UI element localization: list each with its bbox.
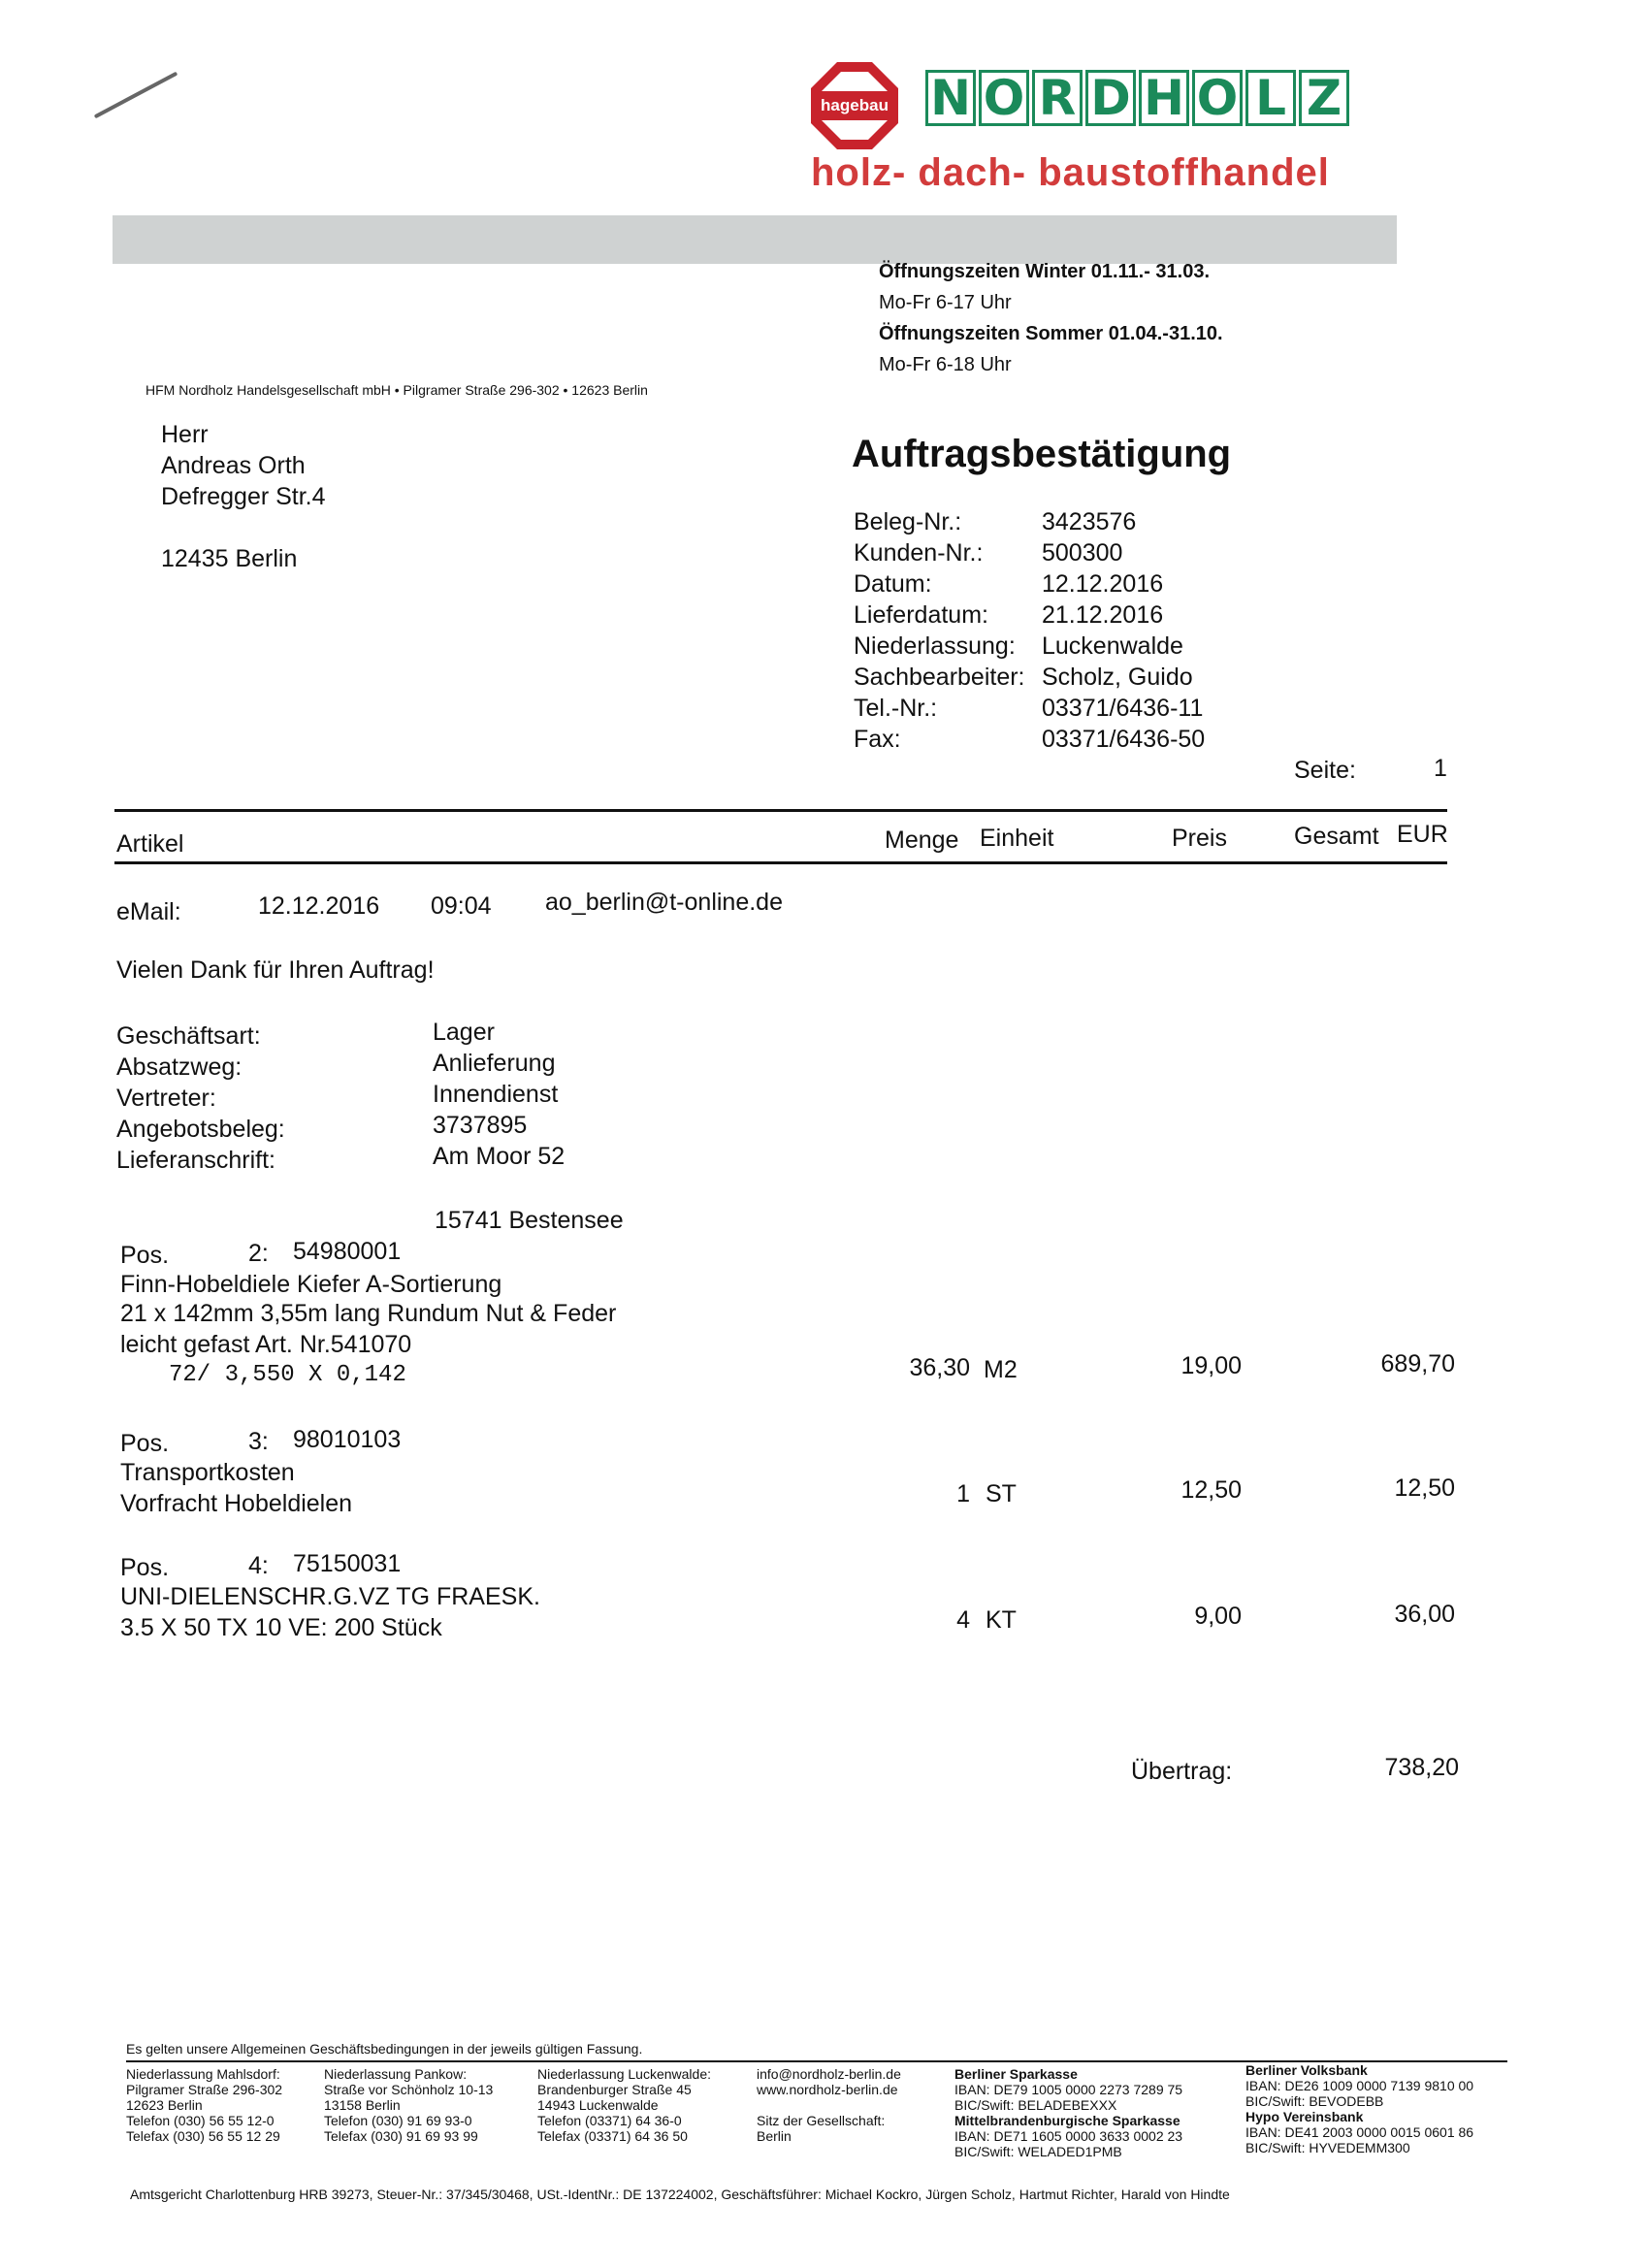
bank-name: Hypo Vereinsbank bbox=[1245, 2109, 1364, 2124]
col-gesamt: Gesamt bbox=[1294, 823, 1379, 850]
branch-line: Telefax (03371) 64 36 50 bbox=[537, 2128, 688, 2144]
meta-value: 21.12.2016 bbox=[1042, 601, 1164, 629]
item-price: 9,00 bbox=[1194, 1603, 1242, 1630]
col-currency: EUR bbox=[1397, 821, 1448, 848]
branch-line: Telefon (030) 91 69 93-0 bbox=[324, 2113, 472, 2128]
item-total: 12,50 bbox=[1394, 1474, 1455, 1502]
meta-value: 03371/6436-11 bbox=[1042, 695, 1204, 722]
seat-label: Sitz der Gesellschaft: bbox=[757, 2113, 886, 2128]
branch-line: Pilgramer Straße 296-302 bbox=[126, 2082, 283, 2097]
article-line: 3.5 X 50 TX 10 VE: 200 Stück bbox=[120, 1614, 442, 1641]
page-label: Seite: bbox=[1294, 757, 1356, 784]
email-time: 09:04 bbox=[431, 892, 492, 920]
brand-tagline: holz- dach- baustoffhandel bbox=[811, 151, 1330, 194]
bank-iban: IBAN: DE79 1005 0000 2273 7289 75 bbox=[954, 2082, 1183, 2097]
recipient-city: 12435 Berlin bbox=[161, 545, 298, 572]
article-line: Transportkosten bbox=[120, 1459, 295, 1486]
bank-column-1 bbox=[954, 2066, 1182, 2159]
winter-hours: Mo-Fr 6-17 Uhr bbox=[879, 292, 1012, 313]
item-unit: ST bbox=[986, 1480, 1017, 1507]
recipient-name: Andreas Orth bbox=[161, 452, 306, 479]
summer-hours: Mo-Fr 6-18 Uhr bbox=[879, 354, 1012, 375]
meta-label: Tel.-Nr.: bbox=[854, 695, 938, 722]
info-value: Anlieferung bbox=[433, 1050, 556, 1077]
company-logo bbox=[811, 62, 1374, 198]
branch-line: Niederlassung Luckenwalde: bbox=[537, 2066, 711, 2082]
email-address: ao_berlin@t-online.de bbox=[545, 889, 783, 916]
brand-letter: H bbox=[1139, 70, 1189, 126]
branch-pankow bbox=[324, 2066, 493, 2144]
page-number: 1 bbox=[1434, 755, 1447, 782]
email-date: 12.12.2016 bbox=[258, 892, 380, 920]
bank-iban: IBAN: DE41 2003 0000 0015 0601 86 bbox=[1245, 2124, 1474, 2140]
seat-city: Berlin bbox=[757, 2128, 792, 2144]
table-rule-bottom bbox=[114, 861, 1447, 864]
branch-line: 13158 Berlin bbox=[324, 2097, 401, 2113]
pos-label: Pos. bbox=[120, 1430, 170, 1457]
info-value: Innendienst bbox=[433, 1081, 559, 1108]
item-total: 36,00 bbox=[1394, 1601, 1455, 1628]
meta-label: Lieferdatum: bbox=[854, 601, 988, 629]
meta-label: Datum: bbox=[854, 570, 932, 598]
brand-letter: O bbox=[1192, 70, 1243, 126]
bank-column-2 bbox=[1245, 2062, 1473, 2155]
col-preis: Preis bbox=[1172, 825, 1227, 852]
table-rule-top bbox=[114, 809, 1447, 812]
thanks-message: Vielen Dank für Ihren Auftrag! bbox=[116, 956, 435, 984]
bank-name: Berliner Volksbank bbox=[1245, 2062, 1368, 2078]
item-quantity: 36,30 bbox=[909, 1354, 970, 1381]
pos-number: 3: bbox=[248, 1428, 269, 1455]
carry-over-value: 738,20 bbox=[1384, 1754, 1459, 1781]
article-number: 98010103 bbox=[293, 1426, 402, 1453]
info-label: Angebotsbeleg: bbox=[116, 1116, 285, 1143]
article-line: Vorfracht Hobeldielen bbox=[120, 1490, 353, 1517]
recipient-address bbox=[161, 419, 326, 574]
brand-letter: Z bbox=[1299, 70, 1349, 126]
meta-label: Kunden-Nr.: bbox=[854, 539, 984, 567]
recipient-salutation: Herr bbox=[161, 421, 209, 448]
document-title: Auftragsbestätigung bbox=[852, 433, 1232, 475]
branch-line: Telefax (030) 56 55 12 29 bbox=[126, 2128, 280, 2144]
brand-letter: O bbox=[979, 70, 1029, 126]
item-unit: M2 bbox=[984, 1356, 1018, 1383]
brand-letter: R bbox=[1032, 70, 1083, 126]
branch-line: 14943 Luckenwalde bbox=[537, 2097, 659, 2113]
meta-value: 500300 bbox=[1042, 539, 1123, 567]
info-label: Geschäftsart: bbox=[116, 1022, 261, 1050]
carry-over-label: Übertrag: bbox=[1131, 1758, 1233, 1785]
info-label: Absatzweg: bbox=[116, 1053, 242, 1081]
contact-info bbox=[757, 2066, 901, 2144]
article-line: 21 x 142mm 3,55m lang Rundum Nut & Feder bbox=[120, 1300, 617, 1327]
pos-number: 2: bbox=[248, 1240, 269, 1267]
staple-mark bbox=[94, 72, 178, 119]
branch-line: Brandenburger Straße 45 bbox=[537, 2082, 692, 2097]
article-line: Finn-Hobeldiele Kiefer A-Sortierung bbox=[120, 1271, 502, 1298]
brand-letter: L bbox=[1245, 70, 1296, 126]
article-number: 54980001 bbox=[293, 1238, 402, 1265]
item-unit: KT bbox=[986, 1606, 1017, 1634]
brand-letter: N bbox=[925, 70, 976, 126]
info-value: 3737895 bbox=[433, 1112, 528, 1139]
branch-line: Telefon (030) 56 55 12-0 bbox=[126, 2113, 275, 2128]
court-registration: Amtsgericht Charlottenburg HRB 39273, Steuer-Nr.: 37/345/30468, USt.-IdentNr.: DE 137224002, Geschäftsführer: Michael Kockro, Jürgen Scholz, Hartmut Richter, Harald von Hindte bbox=[130, 2187, 1230, 2202]
email-label: eMail: bbox=[116, 898, 181, 925]
meta-value: Luckenwalde bbox=[1042, 632, 1183, 660]
summer-title: Öffnungszeiten Sommer 01.04.-31.10. bbox=[879, 323, 1223, 344]
brand-letter: D bbox=[1085, 70, 1136, 126]
info-label: Lieferanschrift: bbox=[116, 1147, 275, 1174]
meta-label: Beleg-Nr.: bbox=[854, 508, 962, 535]
branch-line: Niederlassung Mahlsdorf: bbox=[126, 2066, 280, 2082]
info-label: Vertreter: bbox=[116, 1085, 216, 1112]
bank-name: Berliner Sparkasse bbox=[954, 2066, 1078, 2082]
bank-bic: BIC/Swift: WELADED1PMB bbox=[954, 2144, 1122, 2159]
branch-line: Niederlassung Pankow: bbox=[324, 2066, 468, 2082]
article-calc: 72/ 3,550 X 0,142 bbox=[169, 1362, 406, 1388]
opening-hours bbox=[879, 256, 1223, 380]
meta-value: 03371/6436-50 bbox=[1042, 726, 1206, 753]
info-value: Lager bbox=[433, 1019, 495, 1046]
pos-label: Pos. bbox=[120, 1554, 170, 1581]
item-price: 19,00 bbox=[1180, 1352, 1242, 1379]
contact-email: info@nordholz-berlin.de bbox=[757, 2066, 901, 2082]
branch-line: Telefax (030) 91 69 93 99 bbox=[324, 2128, 478, 2144]
sender-line: HFM Nordholz Handelsgesellschaft mbH • Pilgramer Straße 296-302 • 12623 Berlin bbox=[146, 382, 648, 398]
branch-line: Straße vor Schönholz 10-13 bbox=[324, 2082, 494, 2097]
bank-bic: BIC/Swift: BELADEBEXXX bbox=[954, 2097, 1117, 2113]
bank-iban: IBAN: DE71 1605 0000 3633 0002 23 bbox=[954, 2128, 1183, 2144]
document-meta bbox=[854, 506, 1205, 755]
recipient-street: Defregger Str.4 bbox=[161, 483, 326, 510]
meta-value: Scholz, Guido bbox=[1042, 664, 1193, 691]
delivery-city: 15741 Bestensee bbox=[435, 1207, 624, 1234]
article-line: UNI-DIELENSCHR.G.VZ TG FRAESK. bbox=[120, 1583, 540, 1610]
meta-label: Fax: bbox=[854, 726, 901, 753]
meta-value: 12.12.2016 bbox=[1042, 570, 1164, 598]
meta-value: 3423576 bbox=[1042, 508, 1137, 535]
branch-line: 12623 Berlin bbox=[126, 2097, 203, 2113]
info-value: Am Moor 52 bbox=[433, 1143, 566, 1170]
pos-number: 4: bbox=[248, 1552, 269, 1579]
meta-label: Sachbearbeiter: bbox=[854, 664, 1025, 691]
bank-name: Mittelbrandenburgische Sparkasse bbox=[954, 2113, 1180, 2128]
item-quantity: 4 bbox=[956, 1606, 970, 1634]
bank-bic: BIC/Swift: HYVEDEMM300 bbox=[1245, 2140, 1410, 2155]
article-number: 75150031 bbox=[293, 1550, 402, 1577]
col-menge: Menge bbox=[885, 826, 959, 854]
branch-line: Telefon (03371) 64 36-0 bbox=[537, 2113, 682, 2128]
branch-mahlsdorf bbox=[126, 2066, 282, 2144]
contact-website: www.nordholz-berlin.de bbox=[757, 2082, 898, 2097]
item-total: 689,70 bbox=[1380, 1350, 1455, 1377]
item-quantity: 1 bbox=[956, 1480, 970, 1507]
pos-label: Pos. bbox=[120, 1242, 170, 1269]
col-einheit: Einheit bbox=[980, 825, 1054, 852]
hagebau-badge-label: hagebau bbox=[817, 91, 892, 120]
article-line: leicht gefast Art. Nr.541070 bbox=[120, 1331, 412, 1358]
winter-title: Öffnungszeiten Winter 01.11.- 31.03. bbox=[879, 261, 1211, 282]
item-price: 12,50 bbox=[1180, 1476, 1242, 1504]
terms-note: Es gelten unsere Allgemeinen Geschäftsbedingungen in der jeweils gültigen Fassung. bbox=[126, 2041, 643, 2057]
col-artikel: Artikel bbox=[116, 830, 184, 858]
brand-name bbox=[925, 70, 1349, 126]
meta-label: Niederlassung: bbox=[854, 632, 1016, 660]
bank-bic: BIC/Swift: BEVODEBB bbox=[1245, 2093, 1384, 2109]
bank-iban: IBAN: DE26 1009 0000 7139 9810 00 bbox=[1245, 2078, 1474, 2093]
branch-luckenwalde bbox=[537, 2066, 711, 2144]
